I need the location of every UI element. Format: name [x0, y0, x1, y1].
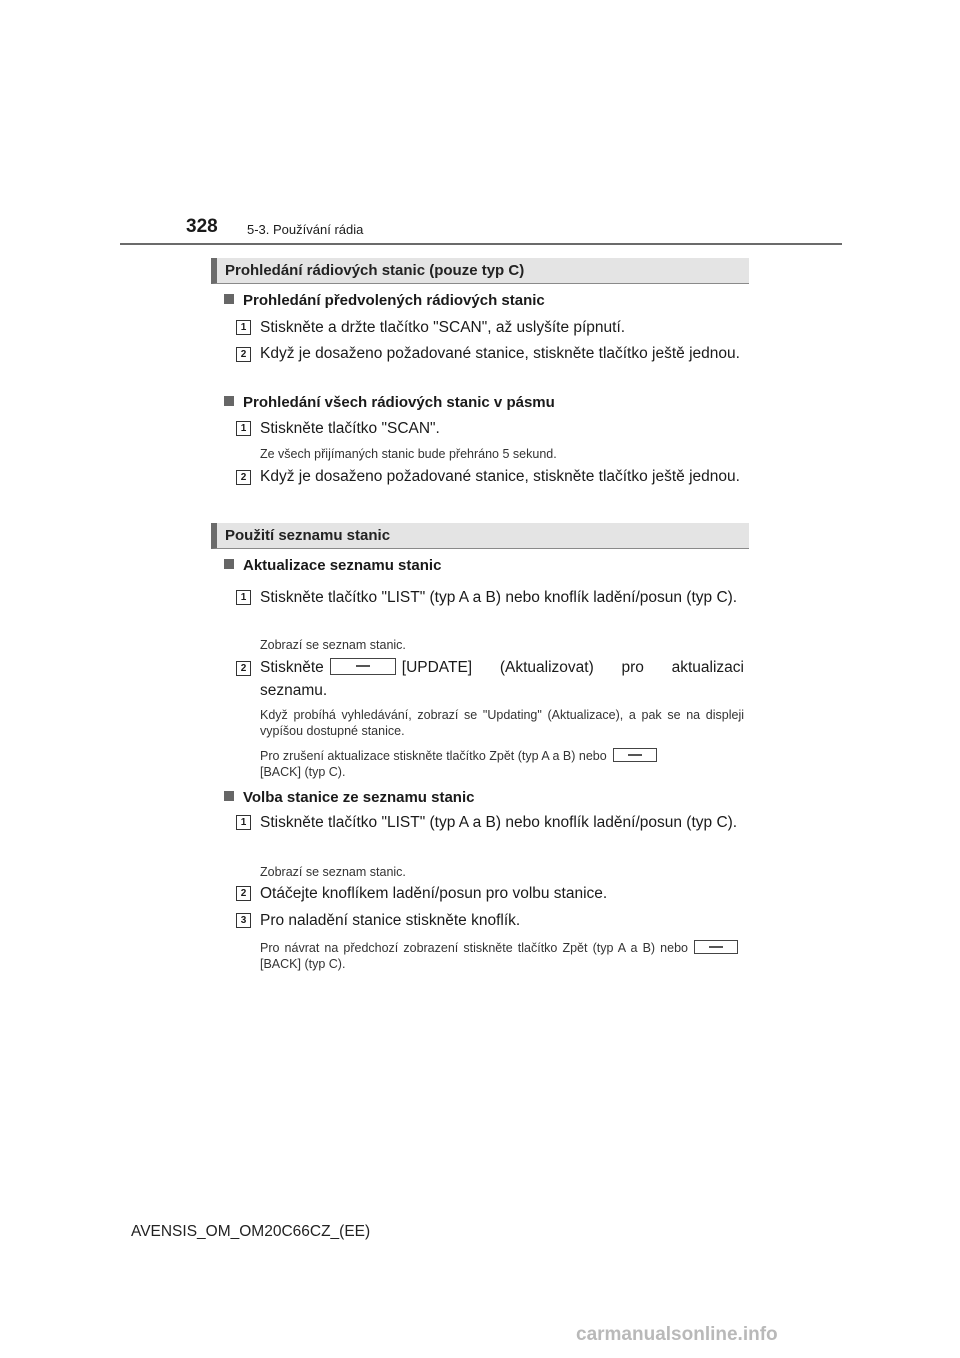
- step-note: Zobrazí se seznam stanic.: [260, 865, 406, 879]
- step-note: Ze všech přijímaných stanic bude přehráno 5 sekund.: [260, 447, 557, 461]
- chapter-title: 5-3. Používání rádia: [247, 222, 364, 237]
- watermark: carmanualsonline.info: [576, 1324, 778, 1345]
- step-text: Stiskněte [UPDATE] (Aktualizovat) pro aktualizaci seznamu.: [260, 659, 744, 699]
- back-button-icon: [613, 748, 657, 762]
- step-note: Když probíhá vyhledávání, zobrazí se "Updating" (Aktualizace), a pak se na displeji vypíšou dostupné stanice.: [260, 708, 744, 738]
- step-note: Pro návrat na předchozí zobrazení stiskněte tlačítko Zpět (typ A a B) nebo[BACK] (typ C).: [260, 940, 744, 972]
- step-text: Když je dosaženo požadované stanice, stiskněte tlačítko ještě jednou.: [260, 468, 740, 485]
- square-bullet-icon: [224, 791, 234, 801]
- square-bullet-icon: [224, 559, 234, 569]
- step-text: Pro naladění stanice stiskněte knoflík.: [260, 912, 521, 929]
- step-number-2: 2: [236, 347, 251, 362]
- square-bullet-icon: [224, 294, 234, 304]
- header-divider: [120, 243, 842, 245]
- step-text: Stiskněte tlačítko "LIST" (typ A a B) nebo knoflík ladění/posun (typ C).: [260, 589, 738, 606]
- step-note: Zobrazí se seznam stanic.: [260, 638, 406, 652]
- subheading-all-scan: Prohledání všech rádiových stanic v pásmu: [224, 394, 555, 411]
- section-heading-list: [211, 523, 749, 549]
- step-text: Když je dosaženo požadované stanice, stiskněte tlačítko ještě jednou.: [260, 345, 740, 362]
- page-number: 328: [186, 216, 218, 237]
- subheading-update-list: Aktualizace seznamu stanic: [224, 557, 441, 574]
- menu-button-icon: [330, 658, 396, 675]
- step-text: Stiskněte tlačítko "LIST" (typ A a B) nebo knoflík ladění/posun (typ C).: [260, 814, 738, 831]
- step-number-2: 2: [236, 470, 251, 485]
- section-heading-scan: [211, 258, 749, 284]
- back-button-icon: [694, 940, 738, 954]
- section-heading-text: Prohledání rádiových stanic (pouze typ C): [225, 262, 525, 279]
- square-bullet-icon: [224, 396, 234, 406]
- step-text: Stiskněte a držte tlačítko "SCAN", až uslyšíte pípnutí.: [260, 319, 626, 336]
- step-number-1: 1: [236, 590, 251, 605]
- step-number-3: 3: [236, 913, 251, 928]
- step-number-1: 1: [236, 320, 251, 335]
- subheading-preset-scan: Prohledání předvolených rádiových stanic: [224, 292, 545, 309]
- subheading-select-list: Volba stanice ze seznamu stanic: [224, 789, 474, 806]
- step-text: Otáčejte knoflíkem ladění/posun pro volbu stanice.: [260, 885, 608, 902]
- section-heading-text: Použití seznamu stanic: [225, 527, 391, 544]
- step-number-1: 1: [236, 421, 251, 436]
- step-note: Pro zrušení aktualizace stiskněte tlačítko Zpět (typ A a B) nebo [BACK] (typ C).: [260, 748, 744, 780]
- step-number-2: 2: [236, 886, 251, 901]
- document-code-footer: AVENSIS_OM_OM20C66CZ_(EE): [131, 1223, 371, 1240]
- step-number-1: 1: [236, 815, 251, 830]
- step-number-2: 2: [236, 661, 251, 676]
- step-text: Stiskněte tlačítko "SCAN".: [260, 420, 440, 437]
